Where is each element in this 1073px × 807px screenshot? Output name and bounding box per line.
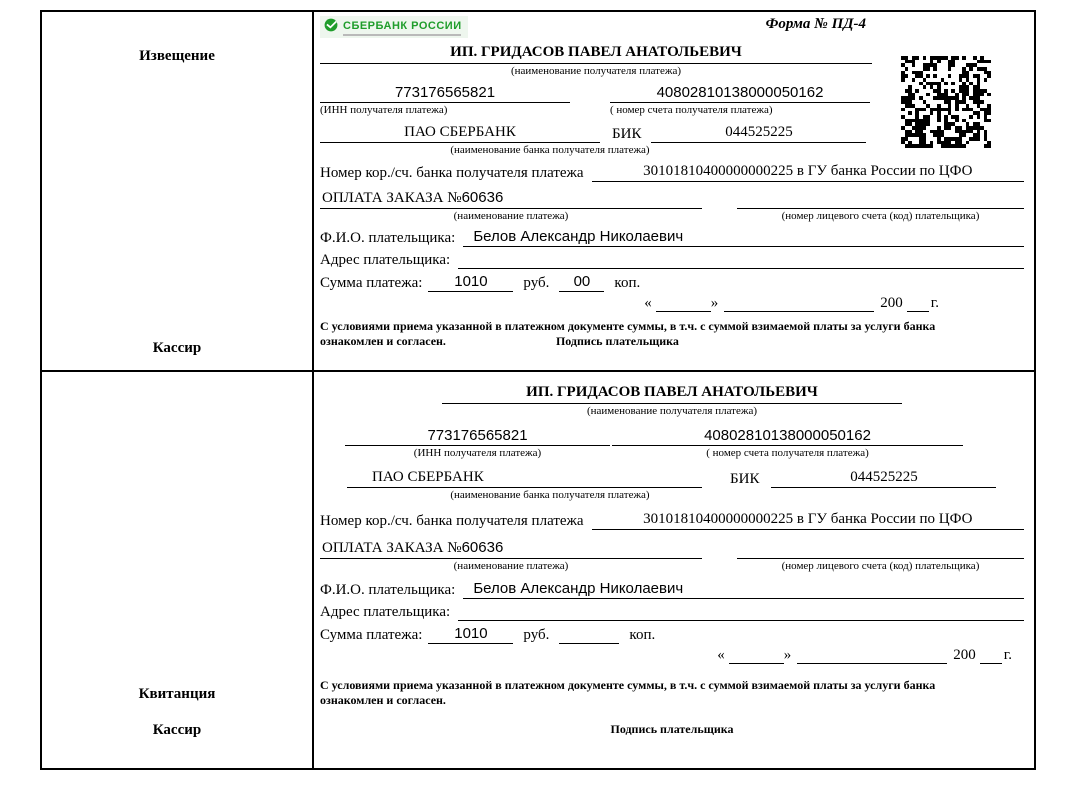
inn-account-row xyxy=(320,426,1024,446)
sberbank-logo-text: СБЕРБАНК РОССИИ xyxy=(343,19,462,32)
payment-purpose-value xyxy=(320,538,702,559)
date-day-blank xyxy=(729,645,784,664)
payer-code-caption: (номер лицевого счета (код) плательщика) xyxy=(781,560,980,572)
sberbank-logo-subline xyxy=(343,34,461,36)
amount-row xyxy=(320,272,1024,292)
bik-label: БИК xyxy=(612,126,642,142)
year-suffix: г. xyxy=(930,295,939,311)
date-row xyxy=(320,645,1012,664)
payment-purpose-row xyxy=(320,538,1024,559)
kop-label: коп. xyxy=(614,275,641,291)
sberbank-logo-text-block xyxy=(343,20,462,36)
recipient-name: ИП. ГРИДАСОВ ПАВЕЛ АНАТОЛЬЕВИЧ xyxy=(320,42,872,64)
agreement-line1: С условиями приема указанной в платежном документе суммы, в т.ч. с суммой взимаемой платы за услуги банка xyxy=(320,319,936,333)
recipient-block xyxy=(320,42,872,78)
payment-purpose-number: 60636 xyxy=(461,539,504,556)
agreement-line1: С условиями приема указанной в платежном документе суммы, в т.ч. с суммой взимаемой платы за услуги банка xyxy=(320,678,936,692)
sberbank-logo xyxy=(320,16,468,38)
sberbank-logo-icon xyxy=(324,18,338,37)
inn-account-captions xyxy=(320,446,1024,460)
corr-account-row xyxy=(320,162,1024,182)
payment-purpose-prefix: ОПЛАТА ЗАКАЗА № xyxy=(322,190,462,206)
notice-cashier-label: Кассир xyxy=(152,340,202,356)
agreement-line2: ознакомлен и согласен. xyxy=(320,693,446,707)
bank-row xyxy=(320,468,1024,488)
date-day-blank xyxy=(656,293,711,312)
payer-address-label: Адрес плательщика: xyxy=(320,604,451,620)
bank-name-value: ПАО СБЕРБАНК xyxy=(320,123,600,143)
amount-rub-value: 1010 xyxy=(428,624,513,644)
payment-purpose-value xyxy=(320,188,702,209)
inn-value: 773176565821 xyxy=(320,83,570,103)
payment-purpose-number: 60636 xyxy=(461,189,504,206)
amount-row xyxy=(320,624,1024,644)
payer-name-value: Белов Александр Николаевич xyxy=(463,579,1024,599)
date-month-blank xyxy=(797,645,947,664)
purpose-caption: (наименование платежа) xyxy=(453,210,569,222)
payer-signature-label: Подпись плательщика xyxy=(610,722,734,736)
payer-address-value xyxy=(458,602,1024,621)
purpose-captions-row xyxy=(320,559,1024,573)
inn-caption: (ИНН получателя платежа) xyxy=(413,447,542,459)
recipient-caption: (наименование получателя платежа) xyxy=(586,405,758,417)
corr-account-value: 30101810400000000225 в ГУ банка России по ЦФО xyxy=(592,162,1024,182)
purpose-caption: (наименование платежа) xyxy=(453,560,569,572)
account-value: 40802810138000050162 xyxy=(610,83,870,103)
date-year-blank xyxy=(907,293,929,312)
payer-code-blank xyxy=(737,540,1024,559)
bik-value: 044525225 xyxy=(651,123,866,143)
payer-code-blank xyxy=(737,190,1024,209)
notice-header-row xyxy=(320,16,1024,42)
receipt-cashier-label: Кассир xyxy=(152,722,202,738)
form-number: Форма № ПД-4 xyxy=(765,16,866,32)
account-caption: ( номер счета получателя платежа) xyxy=(706,447,869,459)
corr-account-label: Номер кор./сч. банка получателя платежа xyxy=(320,513,584,529)
payment-purpose-prefix: ОПЛАТА ЗАКАЗА № xyxy=(322,540,462,556)
quote-close: » xyxy=(783,647,792,663)
year-prefix: 200 xyxy=(880,295,903,311)
amount-rub-value: 1010 xyxy=(428,272,513,292)
payer-name-label: Ф.И.О. плательщика: xyxy=(320,230,456,246)
bik-label: БИК xyxy=(730,471,760,487)
date-year-blank xyxy=(980,645,1002,664)
notice-left-column xyxy=(42,12,314,370)
date-month-blank xyxy=(724,293,874,312)
receipt-form-body xyxy=(314,372,1034,768)
rub-label: руб. xyxy=(523,275,550,291)
receipt-section xyxy=(40,370,1036,770)
corr-account-value: 30101810400000000225 в ГУ банка России по ЦФО xyxy=(592,510,1024,530)
payer-name-row xyxy=(320,227,1024,247)
receipt-title: Квитанция xyxy=(138,686,216,702)
corr-account-label: Номер кор./сч. банка получателя платежа xyxy=(320,165,584,181)
notice-section xyxy=(40,10,1036,372)
quote-open: « xyxy=(644,295,652,311)
payer-name-label: Ф.И.О. плательщика: xyxy=(320,582,456,598)
payment-purpose-row xyxy=(320,188,1024,209)
bik-value: 044525225 xyxy=(771,468,996,488)
payer-code-caption: (номер лицевого счета (код) плательщика) xyxy=(781,210,980,222)
bank-name-caption: (наименование банка получателя платежа) xyxy=(450,144,650,156)
qr-code xyxy=(901,56,991,148)
agreement-text xyxy=(320,319,1024,349)
account-caption: ( номер счета получателя платежа) xyxy=(610,104,773,116)
payer-address-label: Адрес плательщика: xyxy=(320,252,451,268)
payer-name-value: Белов Александр Николаевич xyxy=(463,227,1024,247)
payer-name-row xyxy=(320,579,1024,599)
amount-kop-value: 00 xyxy=(559,272,604,292)
inn-value: 773176565821 xyxy=(345,426,610,446)
amount-label: Сумма платежа: xyxy=(320,275,423,291)
quote-close: » xyxy=(710,295,719,311)
bank-name-caption: (наименование банка получателя платежа) xyxy=(450,489,650,501)
recipient-caption: (наименование получателя платежа) xyxy=(510,65,682,77)
purpose-captions-row xyxy=(320,209,1024,223)
bank-name-value: ПАО СБЕРБАНК xyxy=(347,468,702,488)
year-prefix: 200 xyxy=(953,647,976,663)
notice-form-body xyxy=(314,12,1034,370)
payer-signature-label: Подпись плательщика xyxy=(555,334,679,348)
receipt-left-column xyxy=(42,372,314,768)
account-value: 40802810138000050162 xyxy=(612,426,963,446)
quote-open: « xyxy=(717,647,725,663)
recipient-name: ИП. ГРИДАСОВ ПАВЕЛ АНАТОЛЬЕВИЧ xyxy=(442,382,902,404)
payer-address-row xyxy=(320,250,1024,269)
amount-label: Сумма платежа: xyxy=(320,627,423,643)
recipient-block xyxy=(442,382,902,404)
kop-label: коп. xyxy=(629,627,656,643)
rub-label: руб. xyxy=(523,627,550,643)
agreement-line2: ознакомлен и согласен. xyxy=(320,334,446,348)
year-suffix: г. xyxy=(1003,647,1012,663)
date-row xyxy=(320,293,939,312)
payer-address-row xyxy=(320,602,1024,621)
notice-title: Извещение xyxy=(139,48,215,64)
amount-kop-value xyxy=(559,625,619,644)
inn-caption: (ИНН получателя платежа) xyxy=(320,104,448,116)
corr-account-row xyxy=(320,510,1024,530)
payer-address-value xyxy=(458,250,1024,269)
agreement-line2-row xyxy=(320,334,1024,349)
agreement-text xyxy=(320,678,1024,708)
